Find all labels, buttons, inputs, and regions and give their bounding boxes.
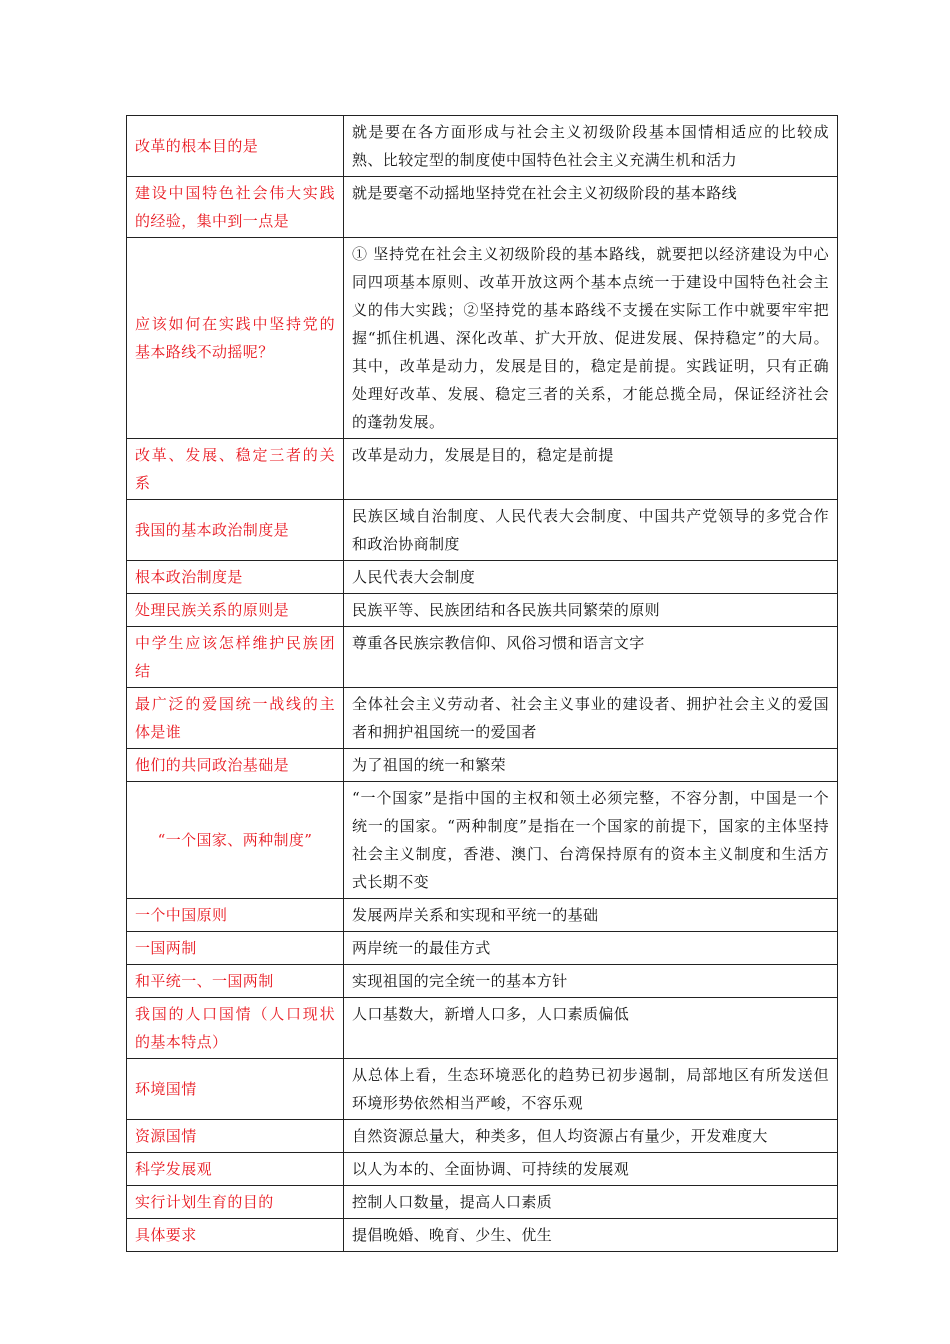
answer-cell: 就是要在各方面形成与社会主义初级阶段基本国情相适应的比较成熟、比较定型的制度使中国特色社会主义充满生机和活力 — [344, 116, 838, 177]
table-row — [127, 1186, 838, 1219]
question-cell: 建设中国特色社会伟大实践的经验，集中到一点是 — [127, 177, 344, 238]
table-row — [127, 749, 838, 782]
question-cell: 一个中国原则 — [127, 899, 344, 932]
table-row — [127, 932, 838, 965]
answer-cell: 人民代表大会制度 — [344, 561, 838, 594]
answer-cell: 以人为本的、全面协调、可持续的发展观 — [344, 1153, 838, 1186]
question-cell: “一个国家、两种制度” — [127, 782, 344, 899]
table-row — [127, 116, 838, 177]
answer-cell: 提倡晚婚、晚育、少生、优生 — [344, 1219, 838, 1252]
question-cell: 中学生应该怎样维护民族团结 — [127, 627, 344, 688]
question-cell: 处理民族关系的原则是 — [127, 594, 344, 627]
answer-cell: 从总体上看，生态环境恶化的趋势已初步遏制，局部地区有所发送但环境形势依然相当严峻，不容乐观 — [344, 1059, 838, 1120]
table-row — [127, 1120, 838, 1153]
question-cell: 我国的基本政治制度是 — [127, 500, 344, 561]
table-row — [127, 965, 838, 998]
question-cell: 改革的根本目的是 — [127, 116, 344, 177]
question-cell: 改革、发展、稳定三者的关系 — [127, 439, 344, 500]
answer-cell: 为了祖国的统一和繁荣 — [344, 749, 838, 782]
table-row — [127, 177, 838, 238]
question-cell: 环境国情 — [127, 1059, 344, 1120]
question-cell: 应该如何在实践中坚持党的基本路线不动摇呢？ — [127, 238, 344, 439]
table-row — [127, 1059, 838, 1120]
answer-cell: 发展两岸关系和实现和平统一的基础 — [344, 899, 838, 932]
table-row — [127, 899, 838, 932]
answer-cell: 人口基数大，新增人口多，人口素质偏低 — [344, 998, 838, 1059]
answer-cell: 控制人口数量，提高人口素质 — [344, 1186, 838, 1219]
table-row — [127, 500, 838, 561]
answer-cell: 自然资源总量大，种类多，但人均资源占有量少，开发难度大 — [344, 1120, 838, 1153]
table-row — [127, 688, 838, 749]
table-row — [127, 1153, 838, 1186]
question-cell: 一国两制 — [127, 932, 344, 965]
table-row — [127, 439, 838, 500]
answer-cell: ① 坚持党在社会主义初级阶段的基本路线，就要把以经济建设为中心同四项基本原则、改革开放这两个基本点统一于建设中国特色社会主义的伟大实践；②坚持党的基本路线不支援在实际工作中就要牢牢把握“抓住机遇、深化改革、扩大开放、促进发展、保持稳定”的大局。其中，改革是动力，发展是目的，稳定是前提。实践证明，只有正确处理好改革、发展、稳定三者的关系，才能总揽全局，保证经济社会的蓬勃发展。 — [344, 238, 838, 439]
question-cell: 资源国情 — [127, 1120, 344, 1153]
question-cell: 我国的人口国情（人口现状的基本特点） — [127, 998, 344, 1059]
answer-cell: 就是要毫不动摇地坚持党在社会主义初级阶段的基本路线 — [344, 177, 838, 238]
answer-cell: 实现祖国的完全统一的基本方针 — [344, 965, 838, 998]
table-row — [127, 238, 838, 439]
table-row — [127, 594, 838, 627]
table-row — [127, 561, 838, 594]
answer-cell: 民族区域自治制度、人民代表大会制度、中国共产党领导的多党合作和政治协商制度 — [344, 500, 838, 561]
table-row — [127, 627, 838, 688]
table-row — [127, 1219, 838, 1252]
table-row — [127, 782, 838, 899]
question-cell: 根本政治制度是 — [127, 561, 344, 594]
question-cell: 他们的共同政治基础是 — [127, 749, 344, 782]
answer-cell: 改革是动力，发展是目的，稳定是前提 — [344, 439, 838, 500]
answer-cell: 全体社会主义劳动者、社会主义事业的建设者、拥护社会主义的爱国者和拥护祖国统一的爱国者 — [344, 688, 838, 749]
question-cell: 实行计划生育的目的 — [127, 1186, 344, 1219]
question-cell: 和平统一、一国两制 — [127, 965, 344, 998]
answer-cell: “一个国家”是指中国的主权和领土必须完整，不容分割，中国是一个统一的国家。“两种制度”是指在一个国家的前提下，国家的主体坚持社会主义制度，香港、澳门、台湾保持原有的资本主义制度和生活方式长期不变 — [344, 782, 838, 899]
answer-cell: 民族平等、民族团结和各民族共同繁荣的原则 — [344, 594, 838, 627]
answer-cell: 尊重各民族宗教信仰、风俗习惯和语言文字 — [344, 627, 838, 688]
question-cell: 最广泛的爱国统一战线的主体是谁 — [127, 688, 344, 749]
question-cell: 科学发展观 — [127, 1153, 344, 1186]
answer-cell: 两岸统一的最佳方式 — [344, 932, 838, 965]
table-row — [127, 998, 838, 1059]
question-cell: 具体要求 — [127, 1219, 344, 1252]
qa-table — [126, 115, 838, 1252]
